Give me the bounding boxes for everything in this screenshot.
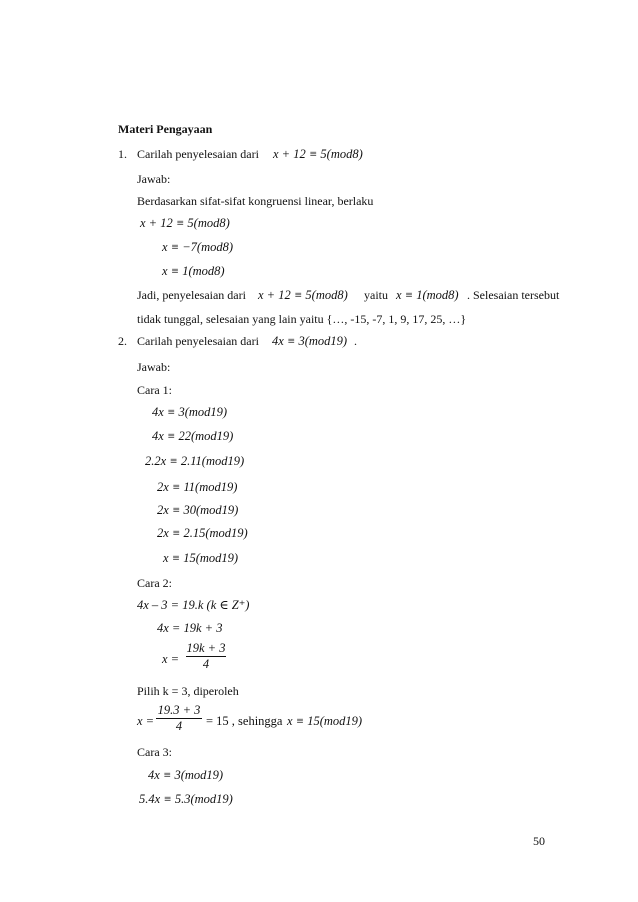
cara1-step: 4x ≡ 22(mod19) [152,429,234,443]
q2-number: 2. [118,334,127,348]
q1-step3: x ≡ 1(mod8) [162,264,225,278]
q1-conclusion-c: . Selesaian tersebut [467,288,560,302]
fraction-denominator: 4 [175,719,183,733]
q1-intro: Berdasarkan sifat-sifat kongruensi linear, berlaku [137,194,374,208]
cara2-line2: 4x = 19k + 3 [157,621,223,635]
q1-equation: x + 12 ≡ 5(mod8) [273,147,363,161]
q1-conclusion-eq: x + 12 ≡ 5(mod8) [258,288,348,302]
cara1-step: x ≡ 15(mod19) [163,551,239,565]
q2-jawab: Jawab: [137,360,171,374]
q2-period: . [354,334,357,348]
cara1-step: 2x ≡ 2.15(mod19) [157,526,248,540]
q1-conclusion-2: tidak tunggal, selesaian yang lain yaitu {…, -15, -7, 1, 9, 17, 25, …} [137,312,467,326]
fraction-numerator: 19k + 3 [186,641,226,655]
q1-text: Carilah penyelesaian dari [137,147,259,161]
cara2-line1: 4x – 3 = 19.k (k ∈ Z⁺) [137,598,250,612]
result-equation: x ≡ 15(mod19) [287,714,363,728]
cara1-step: 2x ≡ 30(mod19) [157,503,239,517]
heading: Materi Pengayaan [118,122,213,136]
page-number: 50 [533,834,545,848]
cara1-step: 2x ≡ 11(mod19) [157,480,238,494]
result-rhs: = 15 , sehingga [206,714,283,728]
q1-number: 1. [118,147,127,161]
q1-jawab: Jawab: [137,172,171,186]
q1-step2: x ≡ −7(mod8) [162,240,234,254]
q2-text: Carilah penyelesaian dari [137,334,259,348]
q2-equation: 4x ≡ 3(mod19) [272,334,348,348]
q1-conclusion-a: Jadi, penyelesaian dari [137,288,246,302]
fraction-numerator: 19.3 + 3 [157,703,201,717]
cara1-label: Cara 1: [137,383,172,397]
result-fraction [156,704,202,733]
cara1-step: 2.2x ≡ 2.11(mod19) [145,454,245,468]
cara3-step: 5.4x ≡ 5.3(mod19) [139,792,233,806]
cara1-step: 4x ≡ 3(mod19) [152,405,228,419]
cara3-label: Cara 3: [137,745,172,759]
result-lhs: x = [137,714,155,728]
cara2-label: Cara 2: [137,576,172,590]
cara2-frac-lhs: x = [162,652,180,666]
q1-conclusion-eq2: x ≡ 1(mod8) [396,288,459,302]
fraction-denominator: 4 [202,657,210,671]
pilih-text: Pilih k = 3, diperoleh [137,684,239,698]
cara2-fraction [186,642,226,671]
q1-conclusion-b: yaitu [364,288,388,302]
q1-step1: x + 12 ≡ 5(mod8) [140,216,230,230]
cara3-step: 4x ≡ 3(mod19) [148,768,224,782]
